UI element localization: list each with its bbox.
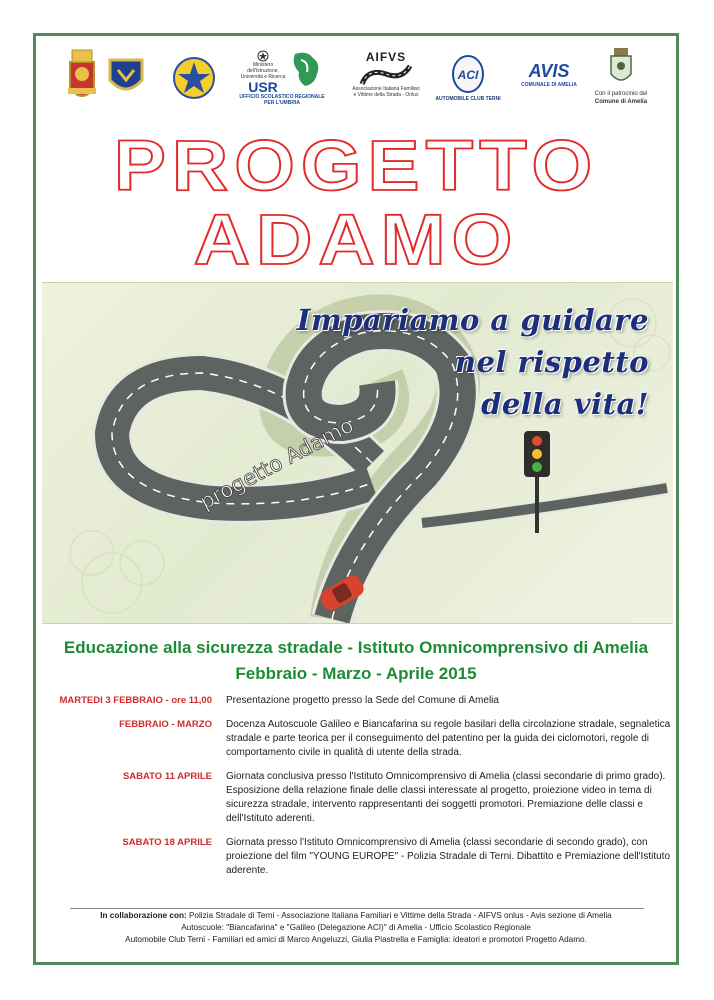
title: [36, 124, 676, 280]
schedule: [42, 694, 672, 888]
svg-text:ACI: ACI: [457, 68, 479, 82]
heading-dates: Febbraio - Marzo - Aprile 2015: [235, 664, 477, 683]
schedule-description: Giornata presso l'Istituto Omnicomprensivo di Amelia (classi secondarie di secondo grado), con proiezione del film "YOUNG EUROPE" - Polizia Stradale di Terni. Dibattito e Premiazione dell'Istituto aderente.: [226, 837, 671, 876]
aifvs-logo: AIFVS Associazione Italiana Familiari e Vittime della Strada - Onlus: [352, 50, 420, 98]
schedule-date: SABATO 18 APRILE: [122, 837, 212, 848]
traffic-light-icon: [524, 431, 550, 533]
heading-main: Educazione alla sicurezza stradale - Istituto Omnicomprensivo di Amelia: [63, 638, 649, 657]
shield-icon: [106, 56, 146, 98]
slogan-line-1: Impariamo a guidare: [296, 303, 649, 337]
aci-logo: ACI AUTOMOBILE CLUB TERNI: [426, 54, 510, 102]
avis-logo: AVIS COMUNALE DI AMELIA: [521, 61, 577, 88]
poster: [33, 33, 679, 965]
polizia-di-stato-logo: [66, 44, 98, 108]
schedule-description: Docenza Autoscuole Galileo e Biancafarina su regole basilari della circolazione stradale, segnaletica stradale e parte teorica per il conseguimento del patentino per la guida dei ciclomotori, regole di comportamento civile in qualità di utente della strada.: [226, 719, 671, 758]
emblem-icon: [257, 50, 269, 62]
schedule-row: [42, 836, 672, 878]
schedule-date: SABATO 11 APRILE: [122, 771, 212, 782]
comune-amelia-logo: Con il patrocinio del Comune di Amelia: [588, 48, 654, 106]
schedule-row: [42, 694, 672, 708]
slogan-line-3: della vita!: [481, 387, 649, 421]
schedule-date: FEBBRAIO - MARZO: [119, 719, 212, 730]
town-crest-icon: [608, 48, 634, 86]
schedule-date: MARTEDI 3 FEBBRAIO - ore 11,00: [59, 695, 212, 706]
illustration: [42, 282, 673, 624]
star-emblem-logo: [172, 56, 216, 100]
collaboration-credits: [36, 910, 676, 946]
usr-umbria-logo: Ministero dell'Istruzione, Università e Ricerca USR UFFICIO SCOLASTICO REGIONALE PER L'UMBRIA: [236, 50, 328, 106]
schedule-row: [42, 770, 672, 826]
slogan-line-2: nel rispetto: [454, 345, 649, 379]
title-line-2: ADAMO: [193, 198, 519, 280]
schedule-row: [42, 718, 672, 760]
road-curve-icon: [358, 64, 414, 86]
divider: [70, 908, 644, 909]
collab-label: In collaborazione con:: [100, 911, 187, 920]
title-line-1: PROGETTO: [113, 124, 599, 206]
crest-icon: [66, 44, 98, 108]
road-text: progetto Adamo: [195, 413, 358, 515]
star-icon: [172, 56, 216, 100]
umbria-map-icon: [287, 50, 325, 90]
collab-line-2: Autoscuole: "Biancafarina" e "Galileo (Delegazione ACI)" di Amelia - Ufficio Scolastico Regionale: [181, 923, 531, 932]
collab-line-3: Automobile Club Terni - Familiari ed amici di Marco Angeluzzi, Giulia Piastrella e Famiglia: ideatori e promotori Progetto Adamo.: [125, 935, 587, 944]
schedule-description: Giornata conclusiva presso l'Istituto Omnicomprensivo di Amelia (classi secondarie di primo grado). Esposizione della relazione finale delle classi interessate al progetto, proiezione video in tema di sicurezza stradale, intervento rappresentanti dei soggetti promotori. Premiazione delle classi e dell'Istituto aderenti.: [226, 771, 666, 824]
schedule-description: Presentazione progetto presso la Sede del Comune di Amelia: [226, 695, 499, 706]
aci-icon: [450, 54, 486, 94]
polizia-stradale-logo: [106, 56, 146, 98]
collab-line-1: Polizia Stradale di Terni - Associazione Italiana Familiari e Vittime della Strada - AIFVS onlus - Avis sezione di Amelia: [188, 911, 612, 920]
